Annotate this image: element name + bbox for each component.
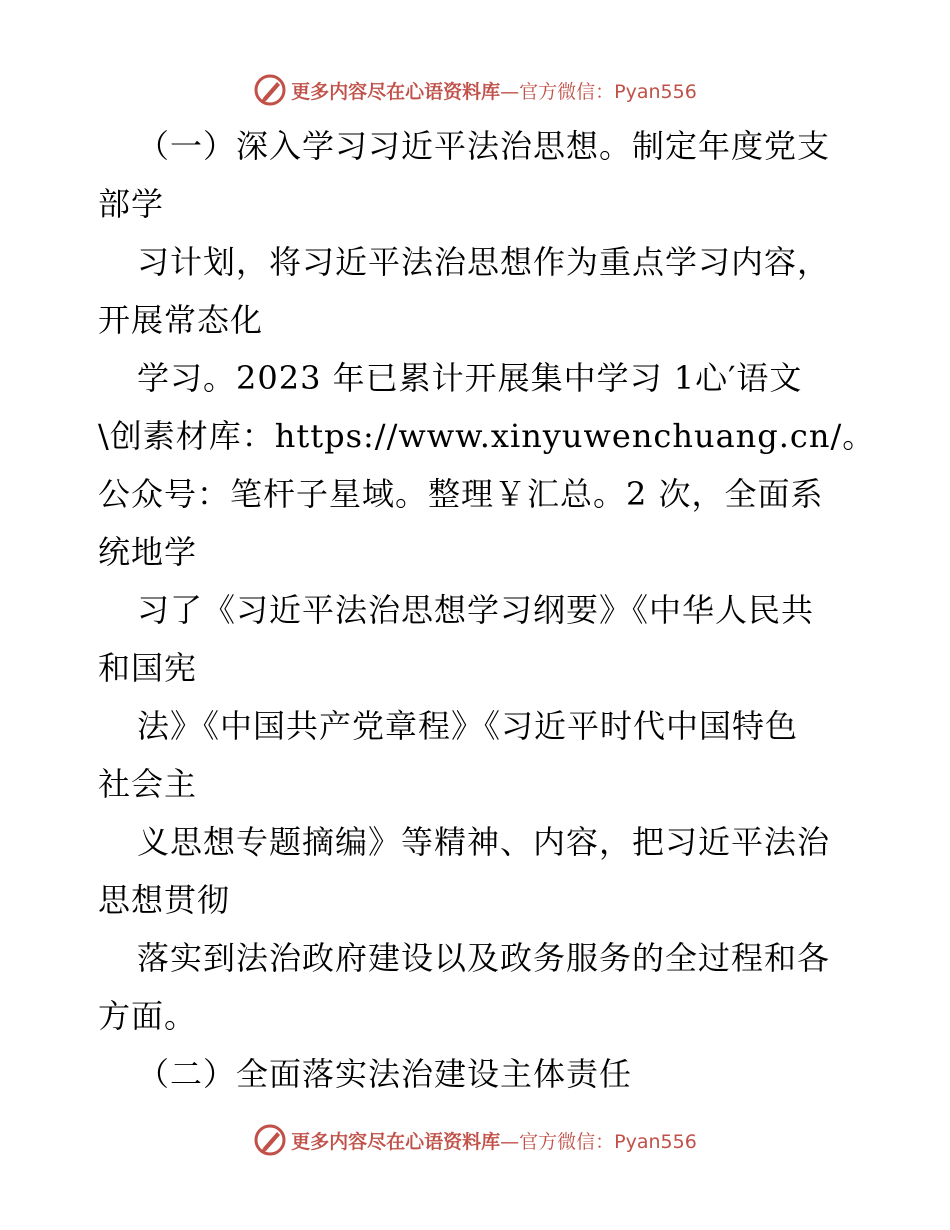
- text-line: 习了《习近平法治思想学习纲要》《中华人民共: [137, 591, 815, 629]
- section-heading: （二）全面落实法治建设主体责任: [137, 1055, 633, 1093]
- text-line: 公众号：笔杆子星域。整理￥汇总。2 次，全面系: [98, 475, 824, 513]
- text-line: 义思想专题摘编》等精神、内容，把习近平法治: [137, 823, 831, 861]
- header-watermark: [0, 70, 950, 110]
- pen-logo-icon: [253, 1123, 287, 1157]
- footer-watermark: [0, 1120, 950, 1160]
- text-line: 思想贯彻: [98, 881, 231, 919]
- text-line: 习计划，将习近平法治思想作为重点学习内容，: [137, 243, 831, 281]
- watermark-dash: —: [500, 1130, 520, 1153]
- pen-logo-icon: [253, 73, 287, 107]
- text-line: \创素材库：https://www.xinyuwenchuang.cn/。: [98, 417, 876, 455]
- text-line: 开展常态化: [98, 301, 264, 339]
- text-line: 法》《中国共产党章程》《习近平时代中国特色: [137, 707, 799, 745]
- text-line: 学习。2023 年已累计开展集中学习 1心′语文: [137, 359, 803, 397]
- text-line: 部学: [98, 185, 165, 223]
- text-line: 方面。: [98, 997, 198, 1035]
- watermark-main-text: 更多内容尽在心语资料库: [291, 1130, 501, 1153]
- watermark-dash: —: [500, 80, 520, 103]
- watermark-contact-text: 官方微信：Pyan556: [519, 1130, 697, 1153]
- text-line: （一）深入学习习近平法治思想。制定年度党支: [137, 127, 831, 165]
- watermark-main-text: 更多内容尽在心语资料库: [291, 80, 501, 103]
- text-line: 落实到法治政府建设以及政务服务的全过程和各: [137, 939, 831, 977]
- text-line: 社会主: [98, 765, 198, 803]
- watermark-contact-text: 官方微信：Pyan556: [519, 80, 697, 103]
- text-line: 统地学: [98, 533, 198, 571]
- text-line: 和国宪: [98, 649, 198, 687]
